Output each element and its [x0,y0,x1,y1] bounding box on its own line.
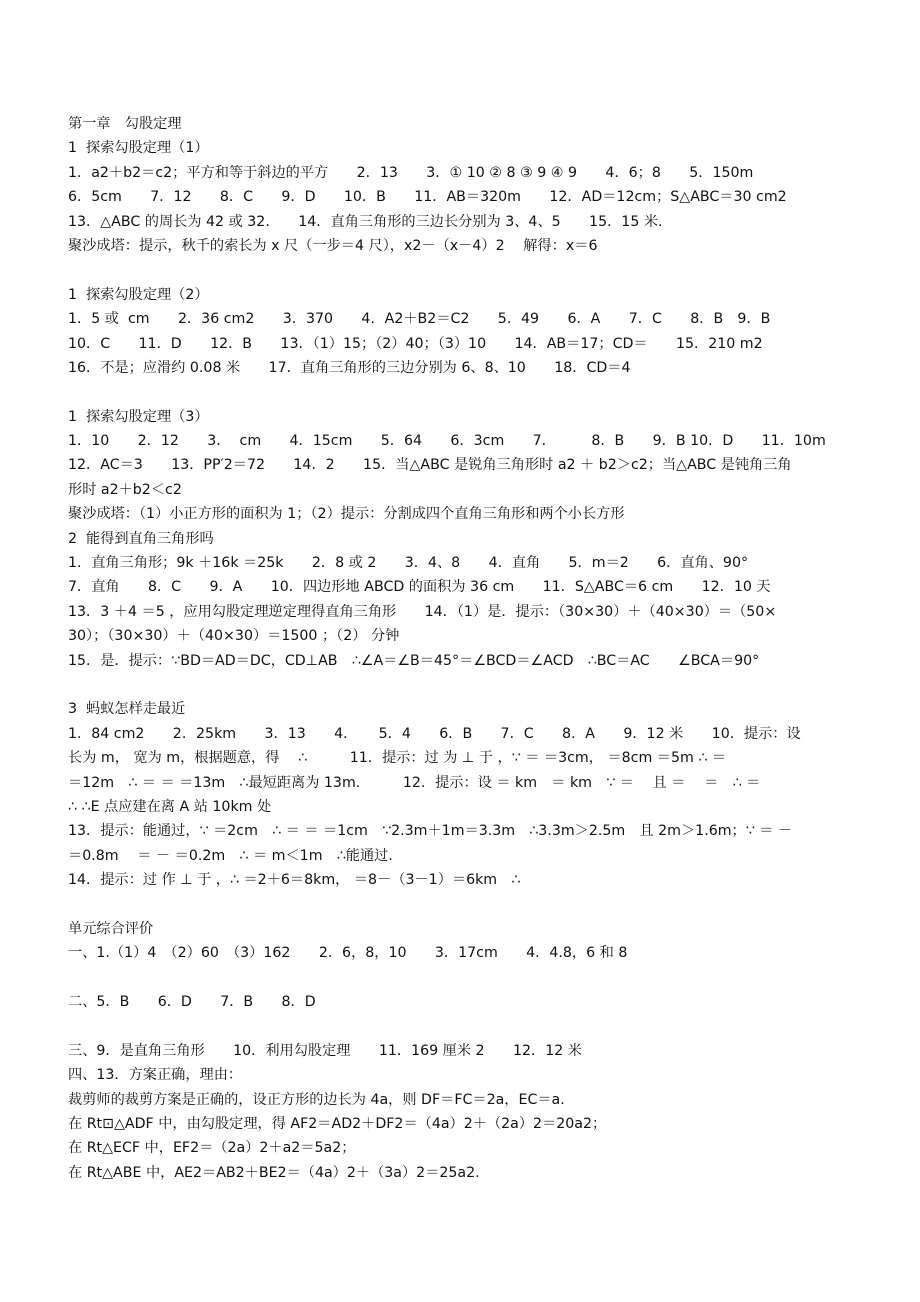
text-line: 6．5cm 7．12 8．C 9．D 10．B 11．AB＝320m 12．AD＝12cm；S△ABC＝30 cm2 [68,189,787,206]
section-heading: 1 探索勾股定理（1） [68,140,209,157]
text-line: 13．△ABC 的周长为 42 或 32. 14．直角三角形的三边长分别为 3、4、5 15．15 米. [68,213,663,230]
text-line: 1．84 cm2 2．25km 3．13 4． 5．4 6．B 7．C 8．A 9．12 米 10．提示：设 [68,725,801,742]
answer-document [68,112,868,1185]
section-heading: 单元综合评价 [68,920,154,937]
text-line: 在 Rt⊡△ADF 中，由勾股定理，得 AF2＝AD2＋DF2＝（4a）2＋（2a）2＝20a2； [68,1116,607,1133]
text-line: 15．是．提示：∵BD＝AD＝DC，CD⊥AB ∴∠A＝∠B＝45°＝∠BCD＝∠ACD ∴BC＝AC ∠BCA＝90° [68,652,760,669]
text-line: 13．提示：能通过，∵ ＝2cm ∴ ＝ ＝ ＝1cm ∵2.3m＋1m＝3.3m ∴3.3m＞2.5m 且 2m＞1.6m；∵ ＝ － [68,823,793,840]
text-line: 聚沙成塔：（1）小正方形的面积为 1；（2）提示：分割成四个直角三角形和两个小长方形 [68,506,625,523]
text-line: ＝12m ∴ ＝ ＝ ＝13m ∴最短距离为 13m. 12．提示：设 ＝ km ＝ km ∵ ＝ 且 ＝ ＝ ∴ ＝ [68,774,761,791]
blank-line [68,258,868,282]
section-heading: 2 能得到直角三角形吗 [68,530,214,547]
blank-line [68,966,868,990]
text-line: 14．提示：过 作 ⊥ 于 ，∴ ＝2＋6＝8km， ＝8－（3－1）＝6km ∴ [68,872,521,889]
text-line: 形时 a2＋b2＜c2 [68,481,182,498]
text-line: 聚沙成塔：提示，秋千的索长为 x 尺（一步＝4 尺），x2－（x－4）2 解得：x＝6 [68,237,598,254]
text-line: 1．5 或 cm 2．36 cm2 3．370 4．A2＋B2＝C2 5．49 6．A 7．C 8．B 9．B [68,311,771,328]
text-line: 12．AC＝3 13．PP′2＝72 14．2 15．当△ABC 是锐角三角形时 a2 ＋ b2＞c2；当△ABC 是钝角三角 [68,457,792,474]
section-heading: 1 探索勾股定理（2） [68,286,209,303]
text-line: 裁剪师的裁剪方案是正确的，设正方形的边长为 4a，则 DF＝FC＝2a，EC＝a. [68,1091,565,1108]
text-line: 一、1.（1）4 （2）60 （3）162 2．6，8，10 3．17cm 4．4.8，6 和 8 [68,945,628,962]
text-line: 1．10 2．12 3． cm 4．15cm 5．64 6．3cm 7． 8．B 9．B 10．D 11．10m [68,433,826,450]
blank-line [68,380,868,404]
text-line: ∴ ∴E 点应建在离 A 站 10km 处 [68,798,272,815]
text-line: 在 Rt△ABE 中，AE2＝AB2＋BE2＝（4a）2＋（3a）2＝25a2. [68,1164,480,1181]
blank-line [68,673,868,697]
text-line: 二、5．B 6．D 7．B 8．D [68,994,316,1011]
text-line: 四、13．方案正确，理由： [68,1067,243,1084]
chapter-title: 第一章 勾股定理 [68,116,182,132]
text-line: 16．不是；应滑约 0.08 米 17．直角三角形的三边分别为 6、8、10 18．CD＝4 [68,359,631,376]
text-line: 10．C 11．D 12．B 13．（1）15；（2）40；（3）10 14．AB＝17；CD＝ 15．210 m2 [68,335,763,352]
text-line: 1．a2＋b2＝c2；平方和等于斜边的平方 2．13 3．① 10 ② 8 ③ 9 ④ 9 4．6；8 5．150m [68,164,754,181]
text-line: ＝0.8m ＝ － ＝0.2m ∴ ＝ m＜1m ∴能通过. [68,847,393,864]
text-line: 三、9．是直角三角形 10．利用勾股定理 11．169 厘米 2 12．12 米 [68,1042,582,1059]
text-line: 7．直角 8．C 9．A 10．四边形地 ABCD 的面积为 36 cm 11．S△ABC＝6 cm 12．10 天 [68,579,771,596]
text-line: 13．3 ＋4 ＝5 ，应用勾股定理逆定理得直角三角形 14．（1）是．提示：（30×30）＋（40×30）＝（50× [68,603,777,620]
text-line: 30）；（30×30）＋（40×30）＝1500 ；（2） 分钟 [68,628,400,645]
text-line: 在 Rt△ECF 中，EF2＝（2a）2＋a2＝5a2； [68,1140,356,1157]
text-line: 1．直角三角形；9k ＋16k ＝25k 2．8 或 2 3．4、8 4．直角 5．m＝2 6．直角、90° [68,555,749,572]
text-line: 长为 m， 宽为 m，根据题意，得 ∴ 11．提示：过 为 ⊥ 于 ，∵ ＝ ＝3cm， ＝8cm ＝5m ∴ ＝ [68,750,727,767]
section-heading: 3 蚂蚁怎样走最近 [68,701,186,718]
blank-line [68,1014,868,1038]
blank-line [68,893,868,917]
section-heading: 1 探索勾股定理（3） [68,408,209,425]
